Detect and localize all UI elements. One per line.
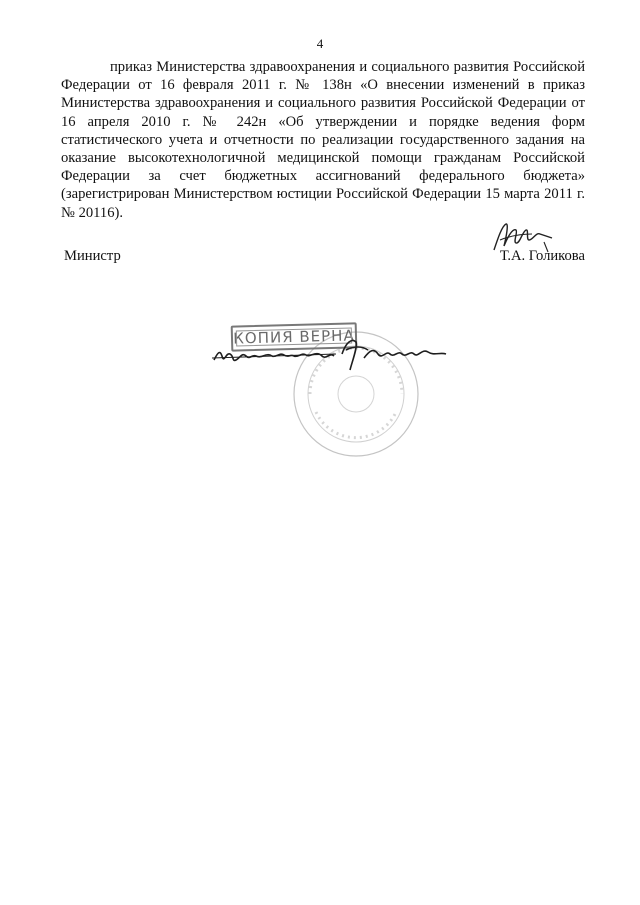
signatory-name: Т.А. Голикова — [499, 248, 585, 264]
copy-certified-stamp: КОПИЯ ВЕРНА — [231, 322, 358, 351]
certification-stamp-area — [206, 312, 456, 462]
page-number: 4 — [316, 36, 324, 51]
signatory-role: Министр — [64, 248, 121, 264]
body-paragraph: приказ Министерства здравоохранения и социального развития Российской Федерации от 16 февраля 2011 г. № 138н «О внесении изменений в приказ Министерства здравоохранения и социального развития Российской Федерации от 16 апреля 2010 г. № 242н «Об утверждении и порядке ведения форм статистического учета и отчетности по реализации государственного задания на оказание высокотехнологичной медицинской помощи гражданам Российской Федерации за счет бюджетных ассигнований федерального бюджета» (зарегистрирован Министерством юстиции Российской Федерации 15 марта 2011 г. № 20116). — [61, 59, 585, 221]
signature-row — [61, 248, 585, 270]
certification-handwriting-image — [206, 312, 456, 462]
